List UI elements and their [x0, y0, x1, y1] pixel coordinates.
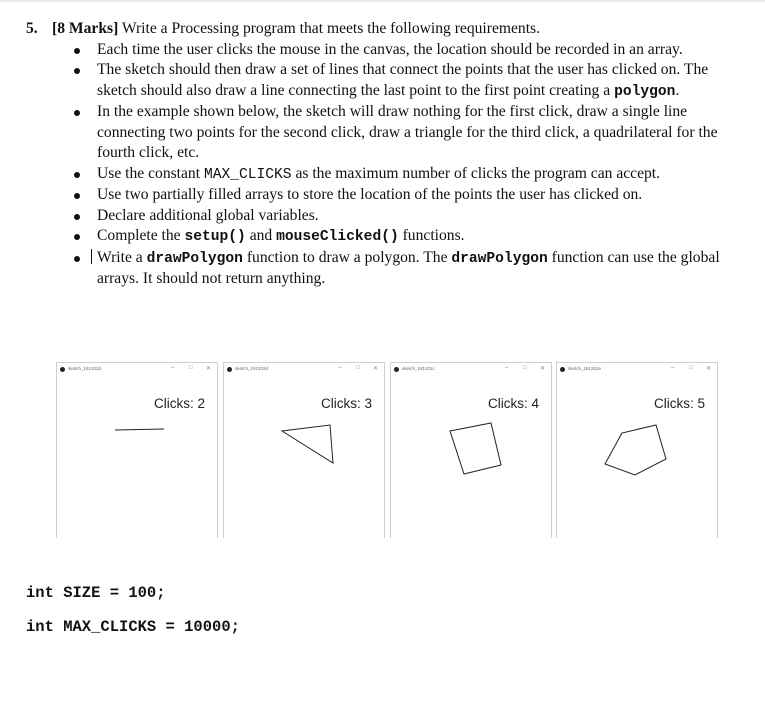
code-term: drawPolygon [451, 250, 548, 267]
window-title: sketch_181202c [402, 366, 435, 371]
maximize-icon[interactable]: □ [189, 365, 193, 371]
clicks-counter: Clicks: 5 [653, 396, 705, 411]
requirements-list [70, 40, 738, 290]
code-line: int SIZE = 100; [26, 584, 166, 602]
sketch-canvas[interactable] [391, 363, 553, 539]
drawn-polygon [605, 425, 666, 475]
drawn-polygon [450, 423, 501, 474]
example-sketch-windows [56, 362, 720, 538]
maximize-icon[interactable]: □ [523, 365, 527, 371]
sketch-window [223, 362, 385, 538]
question-intro: Write a Processing program that meets the following requirements. [121, 20, 541, 37]
top-rule [0, 0, 765, 2]
code-line: int MAX_CLICKS = 10000; [26, 618, 240, 636]
code-term: drawPolygon [146, 250, 243, 267]
starter-code [26, 584, 240, 652]
text-cursor [91, 249, 92, 264]
code-term: MAX_CLICKS [203, 166, 292, 183]
sketch-canvas[interactable] [224, 363, 386, 539]
code-term: polygon [614, 83, 676, 100]
clicks-counter: Clicks: 4 [487, 396, 539, 411]
sketch-window [556, 362, 718, 538]
close-icon[interactable]: ✕ [540, 366, 546, 372]
close-icon[interactable]: ✕ [206, 366, 212, 372]
requirement-item: Use the constant MAX_CLICKS as the maximum number of clicks the program can accept. [70, 164, 738, 186]
requirement-item: The sketch should then draw a set of lines that connect the points that the user has clicked on. The sketch should also draw a line connecting the last point to the first point creating a polygon. [70, 60, 738, 102]
drawn-polygon [282, 425, 333, 463]
maximize-icon[interactable]: □ [356, 365, 360, 371]
minimize-icon[interactable]: – [171, 365, 175, 371]
requirement-item: Complete the setup() and mouseClicked() functions. [70, 226, 738, 248]
question-block [26, 19, 738, 290]
window-title: sketch_181202d [68, 366, 102, 371]
requirement-item: Write a drawPolygon function to draw a polygon. The drawPolygon function can use the global arrays. It should not return anything. [70, 248, 738, 290]
code-term: setup() [184, 229, 246, 245]
requirement-item: Each time the user clicks the mouse in the canvas, the location should be recorded in an array. [70, 40, 738, 61]
code-term: mouseClicked() [276, 229, 399, 245]
close-icon[interactable]: ✕ [706, 366, 712, 372]
question-number: 5. [26, 20, 38, 37]
drawn-line [115, 429, 164, 430]
requirement-item: Declare additional global variables. [70, 206, 738, 227]
window-title: sketch_181202d [235, 366, 269, 371]
sketch-canvas[interactable] [57, 363, 219, 539]
requirement-item: In the example shown below, the sketch will draw nothing for the first click, draw a single line connecting two points for the second click, draw a triangle for the third click, a quadrilateral for the fourth click, etc. [70, 102, 738, 164]
sketch-canvas[interactable] [557, 363, 719, 539]
close-icon[interactable]: ✕ [373, 366, 379, 372]
question-marks: [8 Marks] [52, 20, 119, 37]
minimize-icon[interactable]: – [338, 365, 342, 371]
window-title: sketch_181202e [568, 366, 602, 371]
maximize-icon[interactable]: □ [689, 365, 693, 371]
sketch-window [56, 362, 218, 538]
question-header [26, 19, 738, 40]
minimize-icon[interactable]: – [505, 365, 509, 371]
requirement-item: Use two partially filled arrays to store the location of the points the user has clicked on. [70, 185, 738, 206]
clicks-counter: Clicks: 3 [320, 396, 372, 411]
clicks-counter: Clicks: 2 [153, 396, 205, 411]
sketch-window [390, 362, 552, 538]
minimize-icon[interactable]: – [671, 365, 675, 371]
